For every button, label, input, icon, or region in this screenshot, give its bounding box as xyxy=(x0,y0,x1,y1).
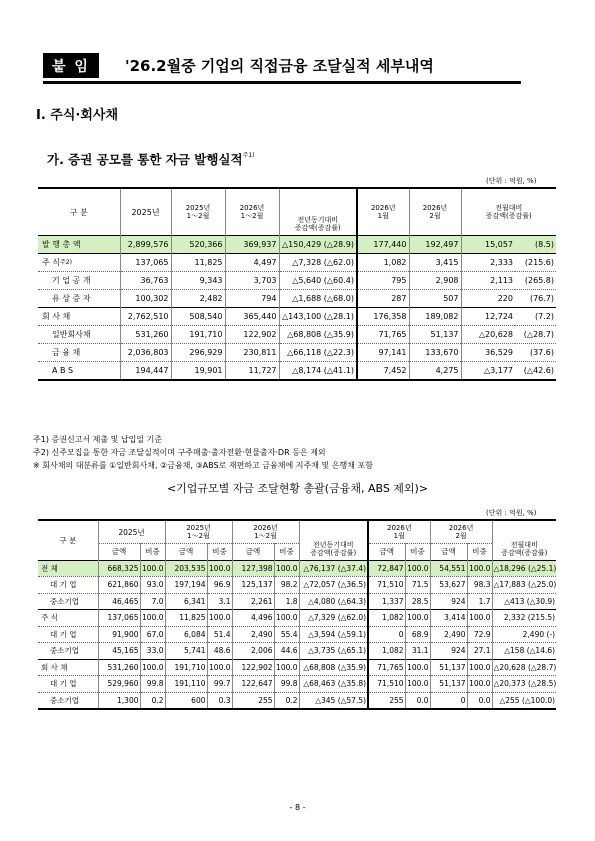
table2-title: <기업규모별 자금 조달현황 총괄(금융채, ABS 제외)> xyxy=(166,482,429,495)
t2-header-ratio: 비중 xyxy=(140,544,165,561)
col-header-2026-jan: 2026년 1월 xyxy=(357,188,409,236)
cell-value: 100.0 xyxy=(405,560,430,577)
cell-value: △255 (△100.0) xyxy=(492,692,556,709)
cell-value: 55.4 xyxy=(274,626,299,643)
col-header-2026-feb: 2026년 2월 xyxy=(409,188,461,236)
cell-value: 100.0 xyxy=(140,659,165,676)
table1-header-row xyxy=(38,188,556,236)
cell-value: 99.7 xyxy=(207,676,232,693)
cell-value: 1.8 xyxy=(274,593,299,610)
row-label: 일반회사채 xyxy=(38,326,120,344)
cell-value: 255 xyxy=(368,692,405,709)
cell-value: 191,710 xyxy=(171,326,225,344)
cell-value: 45,165 xyxy=(98,643,140,660)
cell-value: △72,057 (△36.5) xyxy=(299,577,368,594)
cell-value: 794 xyxy=(225,290,279,308)
subsection-heading xyxy=(47,150,255,168)
cell-value: △4,080 (△64.3) xyxy=(299,593,368,610)
cell-value: 100.0 xyxy=(467,676,492,693)
cell-value: △68,463 (△35.8) xyxy=(299,676,368,693)
t2-header-amount: 금액 xyxy=(368,544,405,561)
col-header-yoy: 전년동기대비 증감액(증감률) xyxy=(279,188,357,236)
cell-value: 28.5 xyxy=(405,593,430,610)
cell-value: 122,647 xyxy=(232,676,274,693)
t2-col-header-mom: 전월대비 증감액(증감률) xyxy=(492,520,556,560)
table1-row xyxy=(38,326,556,344)
cell-value: 0.0 xyxy=(405,692,430,709)
cell-value: △68,808 (△35.9) xyxy=(299,659,368,676)
cell-value: 19,901 xyxy=(171,362,225,381)
cell-value: 71,765 xyxy=(357,326,409,344)
cell-value: 91,900 xyxy=(98,626,140,643)
cell-value: 98.3 xyxy=(467,577,492,594)
cell-value: 100.0 xyxy=(467,610,492,627)
cell-value: 2,899,576 xyxy=(120,236,171,254)
cell-value: 100.0 xyxy=(207,610,232,627)
cell-value: △3,735 (△65.1) xyxy=(299,643,368,660)
cell-value: 3,703 xyxy=(225,272,279,290)
table2-header-row-2 xyxy=(38,544,556,561)
cell-value: (265.8) xyxy=(515,272,556,290)
cell-value: 1,300 xyxy=(98,692,140,709)
row-label: 전 체 xyxy=(38,560,98,577)
cell-value: 99.8 xyxy=(274,676,299,693)
row-label: 주 식 xyxy=(38,610,98,627)
cell-value: 100.0 xyxy=(274,610,299,627)
cell-value: (215.6) xyxy=(515,254,556,272)
cell-value: 600 xyxy=(165,692,207,709)
cell-value: 1,337 xyxy=(368,593,405,610)
cell-value: 0.2 xyxy=(140,692,165,709)
cell-value: 122,902 xyxy=(232,659,274,676)
cell-value: 520,366 xyxy=(171,236,225,254)
cell-value: 72,847 xyxy=(368,560,405,577)
cell-value: 2,482 xyxy=(171,290,225,308)
cell-value: 1,082 xyxy=(368,643,405,660)
cell-value: 53,627 xyxy=(430,577,467,594)
cell-value: 100.0 xyxy=(207,560,232,577)
subsection-title: 가. 증권 공모를 통한 자금 발행실적 xyxy=(47,152,243,167)
col-header-mom: 전월대비 증감액(증감률) xyxy=(461,188,556,236)
section-heading: Ⅰ. 주식·회사채 xyxy=(36,108,119,123)
cell-value: 99.8 xyxy=(140,676,165,693)
table1-row xyxy=(38,308,556,326)
cell-value: △5,640 (△60.4) xyxy=(279,272,357,290)
footnote-2: 주2) 신주모집을 통한 자금 조달실적이며 구주매출·출자전환·현물출자·DR 등은 제외 xyxy=(33,448,326,457)
cell-value: 176,358 xyxy=(357,308,409,326)
t2-header-ratio: 비중 xyxy=(467,544,492,561)
cell-value: (△42.6) xyxy=(515,362,556,381)
cell-value: △150,429 (△28.9) xyxy=(279,236,357,254)
cell-value: 2,490 (-) xyxy=(492,626,556,643)
cell-value: 3,414 xyxy=(430,610,467,627)
cell-value: 6,084 xyxy=(165,626,207,643)
table2-row xyxy=(38,610,556,627)
cell-value: 230,811 xyxy=(225,344,279,362)
cell-value: 2,113 xyxy=(461,272,515,290)
footnote-1: 주1) 증권신고서 제출 및 납입일 기준 xyxy=(33,435,163,444)
cell-value: 2,333 xyxy=(461,254,515,272)
page-header xyxy=(43,51,521,83)
cell-value: 2,006 xyxy=(232,643,274,660)
table2-unit: (단위 : 억원, %) xyxy=(486,509,537,517)
t2-col-header-2026-feb: 2026년 2월 xyxy=(430,520,492,544)
cell-value: 287 xyxy=(357,290,409,308)
row-label: 대 기 업 xyxy=(38,626,98,643)
table1-row xyxy=(38,290,556,308)
cell-value: 2,908 xyxy=(409,272,461,290)
cell-value: 177,440 xyxy=(357,236,409,254)
cell-value: 11,727 xyxy=(225,362,279,381)
cell-value: 11,825 xyxy=(165,610,207,627)
cell-value: 54,551 xyxy=(430,560,467,577)
cell-value: △345 (△57.5) xyxy=(299,692,368,709)
cell-value: (8.5) xyxy=(515,236,556,254)
t2-col-header-2026-jan: 2026년 1월 xyxy=(368,520,430,544)
row-label: 금 융 채 xyxy=(38,344,120,362)
cell-value: 67.0 xyxy=(140,626,165,643)
t2-col-header-2025: 2025년 xyxy=(98,520,165,544)
cell-value: 11,825 xyxy=(171,254,225,272)
cell-value: 133,670 xyxy=(409,344,461,362)
cell-value: 51,137 xyxy=(430,676,467,693)
cell-value: 4,496 xyxy=(232,610,274,627)
table2-row xyxy=(38,593,556,610)
cell-value: 36,763 xyxy=(120,272,171,290)
col-header-2025: 2025년 xyxy=(120,188,171,236)
cell-value: 1,082 xyxy=(368,610,405,627)
cell-value: 46,465 xyxy=(98,593,140,610)
cell-value: 369,937 xyxy=(225,236,279,254)
table2-row xyxy=(38,643,556,660)
col-header-2025-jan-feb: 2025년 1～2월 xyxy=(171,188,225,236)
cell-value: △20,628 xyxy=(461,326,515,344)
cell-value: 100.0 xyxy=(274,560,299,577)
cell-value: 3,415 xyxy=(409,254,461,272)
cell-value: 93.0 xyxy=(140,577,165,594)
cell-value: 97,141 xyxy=(357,344,409,362)
table2-row xyxy=(38,676,556,693)
row-label: 회 사 채 xyxy=(38,308,120,326)
cell-value: 508,540 xyxy=(171,308,225,326)
cell-value: 7.0 xyxy=(140,593,165,610)
cell-value: 36,529 xyxy=(461,344,515,362)
cell-value: 255 xyxy=(232,692,274,709)
cell-value: (△28.7) xyxy=(515,326,556,344)
cell-value: △7,329 (△62.0) xyxy=(299,610,368,627)
cell-value: 9,343 xyxy=(171,272,225,290)
cell-value: 192,497 xyxy=(409,236,461,254)
cell-value: 795 xyxy=(357,272,409,290)
cell-value: 507 xyxy=(409,290,461,308)
t2-col-header-2026-jan-feb: 2026년 1～2월 xyxy=(232,520,299,544)
cell-value: 924 xyxy=(430,643,467,660)
cell-value: 122,902 xyxy=(225,326,279,344)
table1-row xyxy=(38,272,556,290)
row-label: 중소기업 xyxy=(38,593,98,610)
cell-value: 2,490 xyxy=(232,626,274,643)
page-number: - 8 - xyxy=(289,803,306,812)
cell-value: 4,275 xyxy=(409,362,461,381)
cell-value: 44.6 xyxy=(274,643,299,660)
cell-value: 72.9 xyxy=(467,626,492,643)
subsection-footnote-mark: 주1) xyxy=(242,152,255,159)
cell-value: 2,762,510 xyxy=(120,308,171,326)
cell-value: 100,302 xyxy=(120,290,171,308)
table1-row xyxy=(38,344,556,362)
footnote-3: ※ 회사채의 대분류를 ①일반회사채, ②금융채, ③ABS로 재편하고 금융채에 지주채 및 은행채 포함 xyxy=(33,461,373,470)
cell-value: 100.0 xyxy=(274,659,299,676)
table1-row xyxy=(38,254,556,272)
col-header-2026-jan-feb: 2026년 1～2월 xyxy=(225,188,279,236)
cell-value: △1,688 (△68.0) xyxy=(279,290,357,308)
header-rule xyxy=(43,81,521,84)
t2-header-ratio: 비중 xyxy=(207,544,232,561)
cell-value: 668,325 xyxy=(98,560,140,577)
cell-value: △143,100 (△28.1) xyxy=(279,308,357,326)
cell-value: 2,261 xyxy=(232,593,274,610)
cell-value: 0.2 xyxy=(274,692,299,709)
cell-value: 2,490 xyxy=(430,626,467,643)
cell-value: △68,808 (△35.9) xyxy=(279,326,357,344)
attachment-badge: 붙 임 xyxy=(43,53,99,78)
cell-value: 100.0 xyxy=(140,610,165,627)
cell-value: 4,497 xyxy=(225,254,279,272)
cell-value: △20,373 (△28.5) xyxy=(492,676,556,693)
cell-value: 0 xyxy=(430,692,467,709)
cell-value: 137,065 xyxy=(120,254,171,272)
cell-value: 48.6 xyxy=(207,643,232,660)
cell-value: (76.7) xyxy=(515,290,556,308)
table2-header-row-1 xyxy=(38,520,556,544)
cell-value: 296,929 xyxy=(171,344,225,362)
cell-value: 51.4 xyxy=(207,626,232,643)
cell-value: 0 xyxy=(368,626,405,643)
cell-value: 531,260 xyxy=(120,326,171,344)
cell-value: 191,110 xyxy=(165,676,207,693)
cell-value: 100.0 xyxy=(467,659,492,676)
cell-value: 68.9 xyxy=(405,626,430,643)
cell-value: 924 xyxy=(430,593,467,610)
cell-value: 203,535 xyxy=(165,560,207,577)
t2-header-ratio: 비중 xyxy=(274,544,299,561)
table2-row xyxy=(38,560,556,577)
cell-value: 3.1 xyxy=(207,593,232,610)
cell-value: 71,765 xyxy=(368,659,405,676)
cell-value: 71,510 xyxy=(368,577,405,594)
cell-value: 100.0 xyxy=(467,560,492,577)
t2-header-amount: 금액 xyxy=(232,544,274,561)
table2-row xyxy=(38,659,556,676)
cell-value: 220 xyxy=(461,290,515,308)
cell-value: △20,628 (△28.7) xyxy=(492,659,556,676)
t2-col-header-category: 구 분 xyxy=(38,520,98,560)
cell-value: △18,296 (△25.1) xyxy=(492,560,556,577)
cell-value: 2,036,803 xyxy=(120,344,171,362)
cell-value: 127,398 xyxy=(232,560,274,577)
cell-value: 71,510 xyxy=(368,676,405,693)
cell-value: 6,341 xyxy=(165,593,207,610)
cell-value: △158 (△14.6) xyxy=(492,643,556,660)
row-label: A B S xyxy=(38,362,120,381)
page-title: '26.2월중 기업의 직접금융 조달실적 세부내역 xyxy=(125,57,434,75)
cell-value: △17,883 (△25.0) xyxy=(492,577,556,594)
cell-value: 621,860 xyxy=(98,577,140,594)
cell-value: 100.0 xyxy=(405,659,430,676)
cell-value: △413 (△30.9) xyxy=(492,593,556,610)
cell-value: (7.2) xyxy=(515,308,556,326)
row-label: 회 사 채 xyxy=(38,659,98,676)
issuance-table xyxy=(38,187,556,381)
table2-row xyxy=(38,577,556,594)
col-header-category: 구 분 xyxy=(38,188,120,236)
table1-unit: (단위 : 억원, %) xyxy=(486,177,537,185)
cell-value: 98.2 xyxy=(274,577,299,594)
cell-value: 125,137 xyxy=(232,577,274,594)
cell-value: △76,137 (△37.4) xyxy=(299,560,368,577)
cell-value: 191,710 xyxy=(165,659,207,676)
cell-value: 33.0 xyxy=(140,643,165,660)
t2-header-amount: 금액 xyxy=(165,544,207,561)
table1-row xyxy=(38,362,556,381)
t2-col-header-yoy: 전년동기대비 증감액(증감률) xyxy=(299,520,368,560)
cell-value: (37.6) xyxy=(515,344,556,362)
cell-value: 365,440 xyxy=(225,308,279,326)
cell-value: △3,594 (△59.1) xyxy=(299,626,368,643)
cell-value: 137,065 xyxy=(98,610,140,627)
row-label: 유 상 증 자 xyxy=(38,290,120,308)
cell-value: 189,082 xyxy=(409,308,461,326)
cell-value: 5,741 xyxy=(165,643,207,660)
cell-value: △8,174 (△41.1) xyxy=(279,362,357,381)
cell-value: 100.0 xyxy=(405,610,430,627)
row-label: 주 식$^{주2)}$ xyxy=(38,254,120,272)
table2-row xyxy=(38,626,556,643)
t2-header-amount: 금액 xyxy=(430,544,467,561)
row-label: 발 행 총 액 xyxy=(38,236,120,254)
cell-value: 0.0 xyxy=(467,692,492,709)
cell-value: 51,137 xyxy=(409,326,461,344)
cell-value: 529,960 xyxy=(98,676,140,693)
cell-value: 2,332 (215.5) xyxy=(492,610,556,627)
cell-value: 7,452 xyxy=(357,362,409,381)
row-label: 중소기업 xyxy=(38,643,98,660)
t2-col-header-2025-jan-feb: 2025년 1～2월 xyxy=(165,520,232,544)
cell-value: 194,447 xyxy=(120,362,171,381)
cell-value: △7,328 (△62.0) xyxy=(279,254,357,272)
cell-value: 27.1 xyxy=(467,643,492,660)
row-label: 기 업 공 개 xyxy=(38,272,120,290)
cell-value: △3,177 xyxy=(461,362,515,381)
table1-row xyxy=(38,236,556,254)
cell-value: 71.5 xyxy=(405,577,430,594)
cell-value: 96.9 xyxy=(207,577,232,594)
cell-value: 197,194 xyxy=(165,577,207,594)
cell-value: 100.0 xyxy=(207,659,232,676)
row-label: 대 기 업 xyxy=(38,676,98,693)
size-funding-table xyxy=(38,519,556,710)
cell-value: △66,118 (△22.3) xyxy=(279,344,357,362)
cell-value: 1,082 xyxy=(357,254,409,272)
cell-value: 1.7 xyxy=(467,593,492,610)
cell-value: 51,137 xyxy=(430,659,467,676)
table2-row xyxy=(38,692,556,709)
t2-header-amount: 금액 xyxy=(98,544,140,561)
cell-value: 15,057 xyxy=(461,236,515,254)
row-label: 대 기 업 xyxy=(38,577,98,594)
cell-value: 12,724 xyxy=(461,308,515,326)
cell-value: 0.3 xyxy=(207,692,232,709)
cell-value: 100.0 xyxy=(405,676,430,693)
cell-value: 100.0 xyxy=(140,560,165,577)
t2-header-ratio: 비중 xyxy=(405,544,430,561)
cell-value: 531,260 xyxy=(98,659,140,676)
cell-value: 31.1 xyxy=(405,643,430,660)
row-label: 중소기업 xyxy=(38,692,98,709)
footnotes xyxy=(33,433,373,472)
